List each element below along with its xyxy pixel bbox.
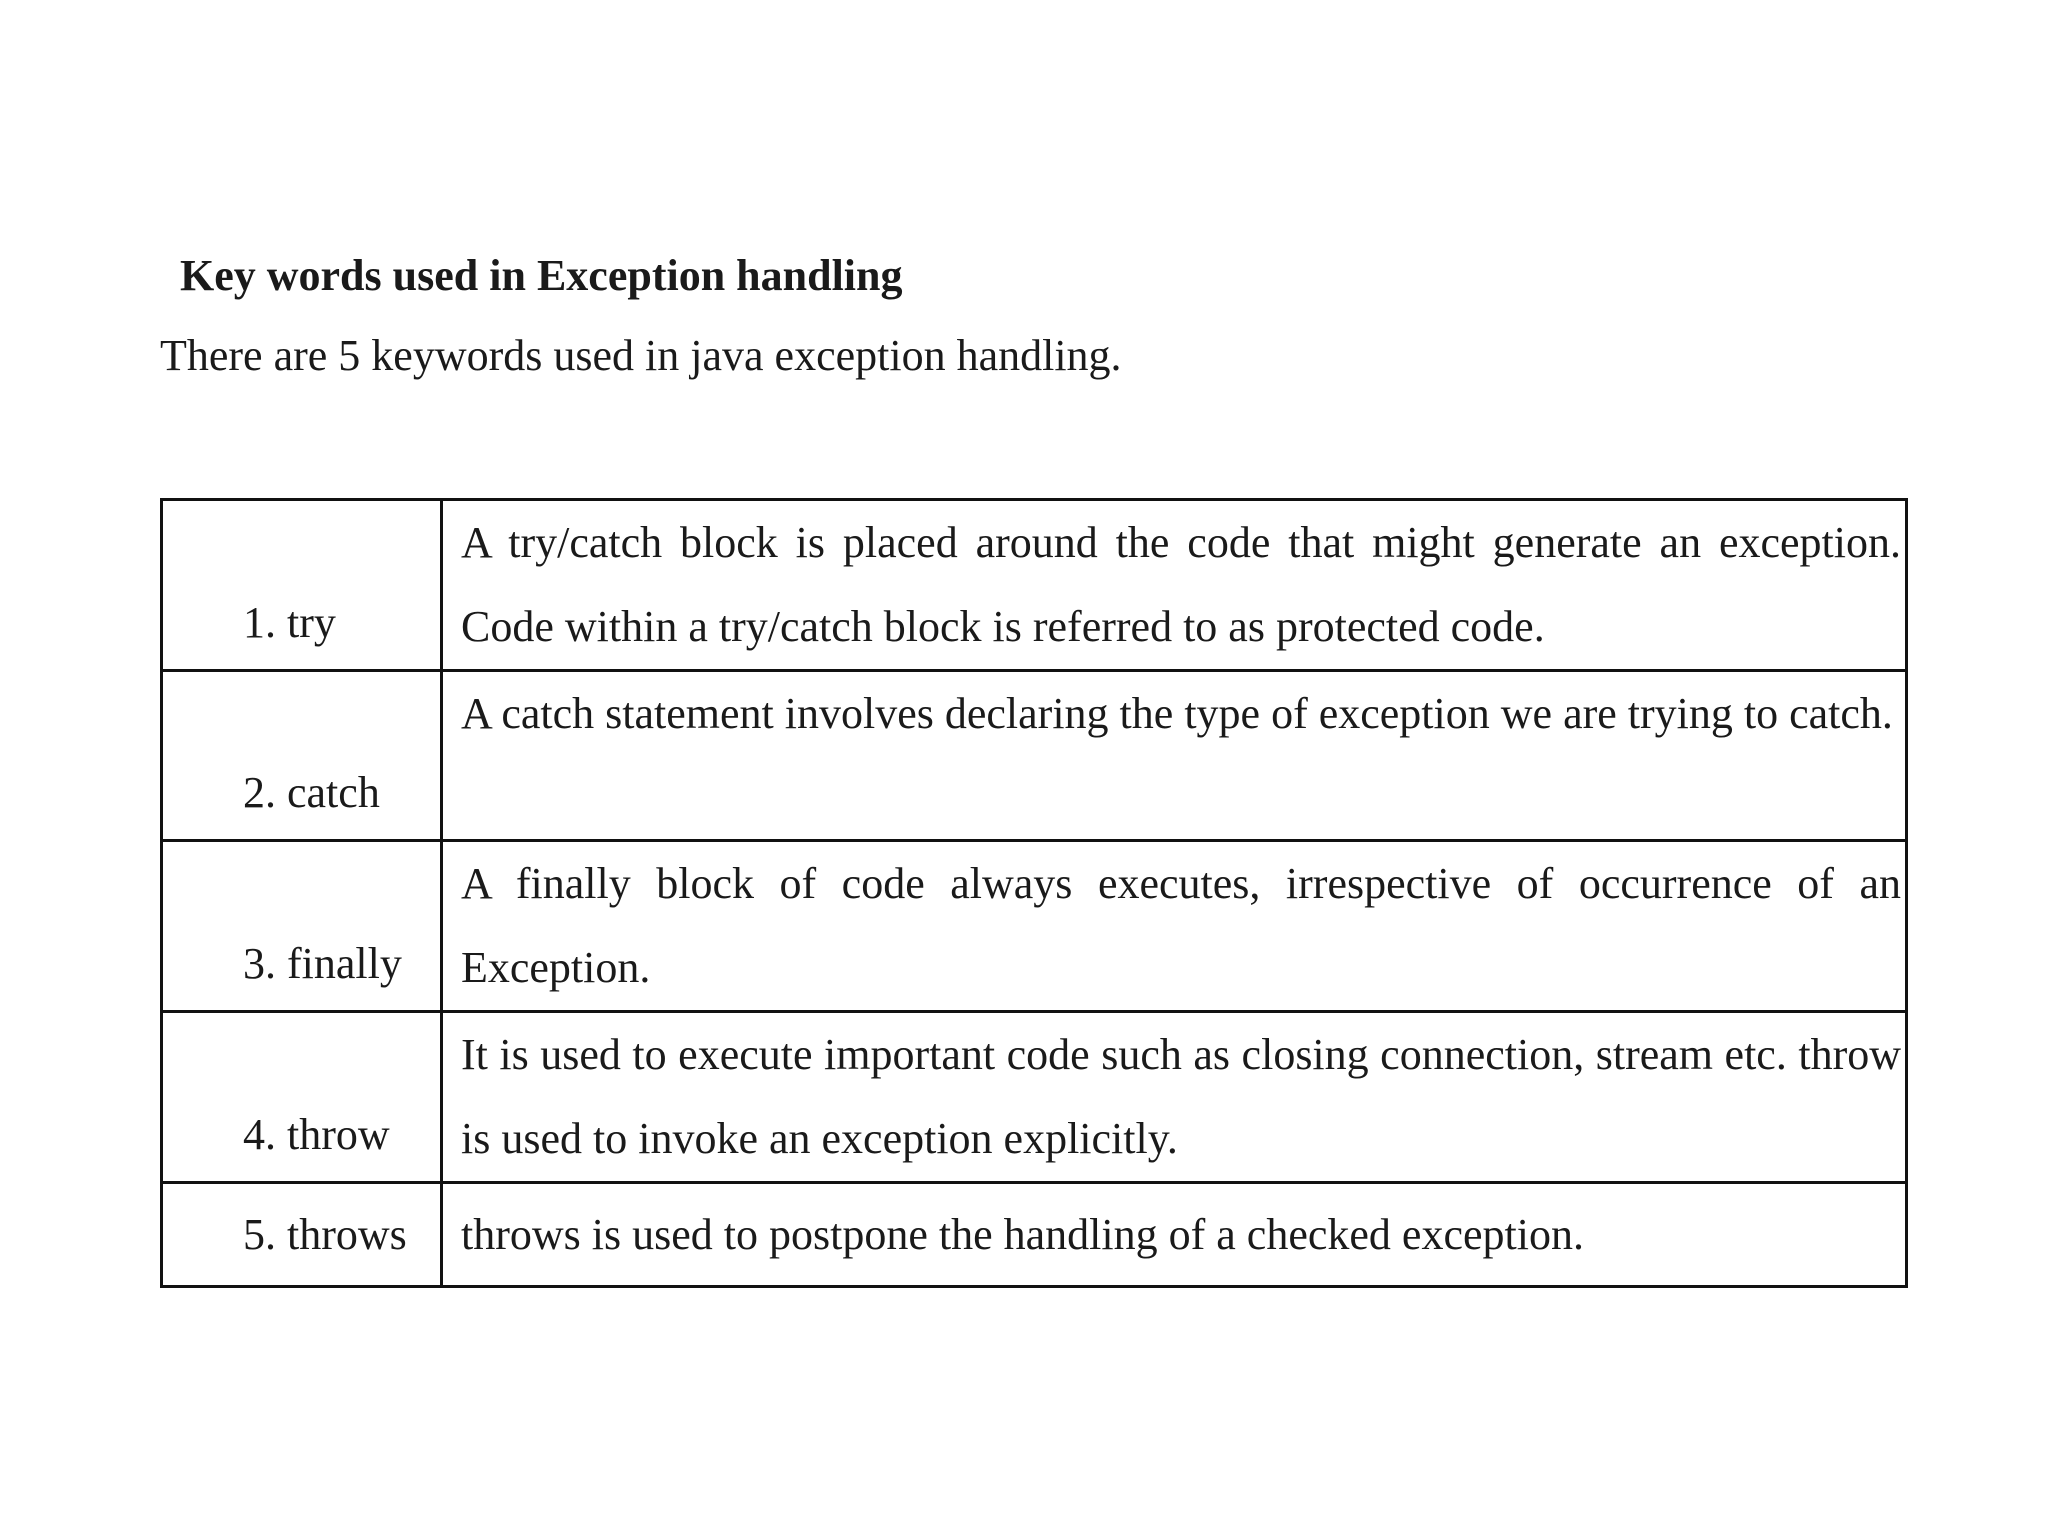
section-heading: Key words used in Exception handling bbox=[180, 251, 903, 300]
table-row bbox=[162, 671, 1907, 841]
keyword-cell: 3. finally bbox=[162, 841, 442, 1012]
keyword-cell: 2. catch bbox=[162, 671, 442, 841]
intro-paragraph: There are 5 keywords used in java exception handling. bbox=[160, 331, 1122, 380]
keyword-cell: 1. try bbox=[162, 500, 442, 671]
keyword-cell: 4. throw bbox=[162, 1012, 442, 1183]
table-row bbox=[162, 1012, 1907, 1183]
description-cell: A finally block of code always executes, irrespective of occurrence of an Exception. bbox=[442, 841, 1907, 1012]
description-cell: It is used to execute important code such as closing connection, stream etc. throw is used to invoke an exception explicitly. bbox=[442, 1012, 1907, 1183]
description-cell: A catch statement involves declaring the type of exception we are trying to catch. bbox=[442, 671, 1907, 841]
description-cell: A try/catch block is placed around the code that might generate an exception. Code within a try/catch block is referred to as protected code. bbox=[442, 500, 1907, 671]
table-row bbox=[162, 500, 1907, 671]
table-row bbox=[162, 1183, 1907, 1287]
description-cell: throws is used to postpone the handling of a checked exception. bbox=[442, 1183, 1907, 1287]
keywords-table bbox=[160, 498, 1908, 1288]
keyword-cell: 5. throws bbox=[162, 1183, 442, 1287]
table-row bbox=[162, 841, 1907, 1012]
